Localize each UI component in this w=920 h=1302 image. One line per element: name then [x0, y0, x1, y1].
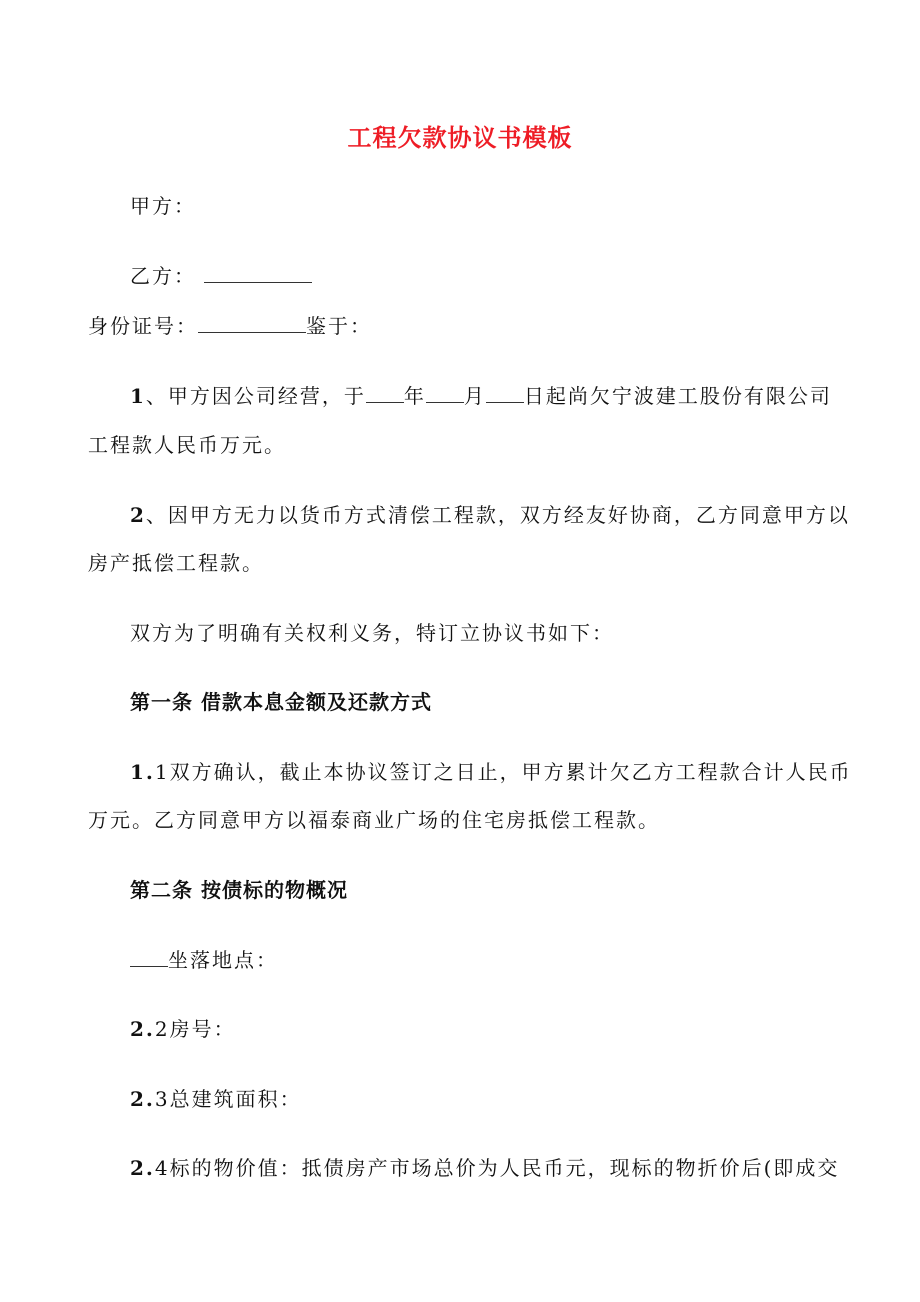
intro-text: 双方为了明确有关权利义务，特订立协议书如下：	[130, 621, 614, 645]
item-2-3-text: 3总建筑面积：	[154, 1087, 302, 1111]
clause-2-number: 2	[130, 503, 146, 527]
item-1-1-text-b: 万元。乙方同意甲方以福泰商业广场的住宅房抵偿工程款。	[88, 808, 660, 832]
party-b-line	[130, 262, 875, 290]
month-label: 月	[463, 384, 486, 408]
intro-line	[130, 619, 875, 647]
item-1-1-text-a: 1双方确认，截止本协议签订之日止，甲方累计欠乙方工程款合计人民币	[154, 760, 852, 784]
month-blank	[426, 384, 464, 403]
party-a-label: 甲方：	[130, 194, 196, 218]
location-label: 坐落地点：	[168, 948, 278, 972]
item-1-1-line-1	[130, 758, 875, 786]
document-title: 工程欠款协议书模板	[347, 123, 573, 152]
party-b-label: 乙方：	[130, 264, 196, 288]
item-1-1-line-2	[88, 806, 833, 834]
item-2-2-text: 2房号：	[154, 1017, 236, 1041]
item-2-4-text: 4标的物价值：抵债房产市场总价为人民币元，现标的物折价后(即成交	[154, 1156, 840, 1180]
clause-2-line-1	[130, 501, 875, 529]
clause-1-text-a: 、甲方因公司经营，于	[145, 384, 366, 408]
id-label: 身份证号：	[88, 314, 198, 338]
article-1-heading	[130, 688, 875, 716]
item-2-3-line	[130, 1085, 875, 1113]
article-2-heading-text: 第二条 按债标的物概况	[130, 878, 348, 902]
clause-1-line-2	[88, 431, 833, 459]
clause-1-text-c: 工程款人民币万元。	[88, 433, 286, 457]
item-1-1-number: 1.	[130, 760, 155, 784]
clause-1-number: 1	[130, 384, 146, 408]
id-line	[88, 312, 833, 340]
item-2-4-number: 2.	[130, 1156, 155, 1180]
article-2-heading	[130, 876, 875, 904]
clause-1-line-1	[130, 382, 875, 410]
location-line	[130, 946, 875, 974]
clause-2-text-b: 房产抵偿工程款。	[88, 551, 264, 575]
clause-2-text-a: 、因甲方无力以货币方式清偿工程款，双方经友好协商，乙方同意甲方以	[145, 503, 850, 527]
day-blank	[486, 384, 524, 403]
item-2-2-line	[130, 1015, 875, 1043]
whereas-label: 鉴于：	[306, 314, 372, 338]
clause-1-text-b: 日起尚欠宁波建工股份有限公司	[523, 384, 832, 408]
party-b-blank	[204, 264, 312, 283]
clause-2-line-2	[88, 549, 833, 577]
item-2-2-number: 2.	[130, 1017, 155, 1041]
item-2-4-line	[130, 1154, 875, 1182]
id-blank	[198, 314, 306, 333]
article-1-heading-text: 第一条 借款本息金额及还款方式	[130, 690, 432, 714]
location-blank	[130, 948, 168, 967]
item-2-3-number: 2.	[130, 1087, 155, 1111]
party-a-line	[130, 192, 875, 220]
year-blank	[366, 384, 404, 403]
year-label: 年	[403, 384, 426, 408]
